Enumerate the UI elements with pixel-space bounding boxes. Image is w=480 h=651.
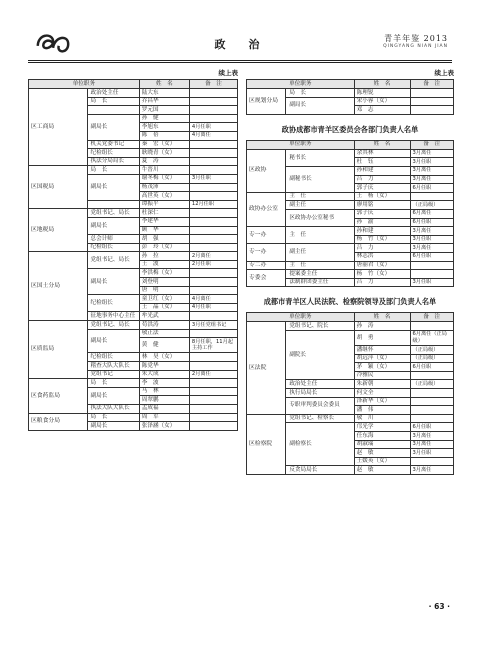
continuation-label: 续上表 (218, 69, 238, 77)
page-header (28, 30, 452, 58)
note-cell (189, 362, 237, 371)
note-cell: 4月任职 (189, 123, 237, 132)
position-cell: 执法分局局长 (87, 157, 139, 166)
unit-cell: 区法院 (247, 322, 286, 415)
table-row (247, 89, 454, 98)
unit-cell: 区食药监局 (29, 379, 88, 413)
note-cell: 3月任职 (410, 278, 454, 287)
name-cell: 陈党华 (139, 362, 189, 371)
name-cell: 廖用铭 (354, 201, 410, 210)
name-cell: 高世英（女） (139, 192, 189, 201)
note-cell (189, 379, 237, 388)
note-cell (189, 183, 237, 192)
name-cell: 陈 蓓 (139, 131, 189, 140)
note-cell: 3月离任 (410, 149, 454, 158)
yearbook-pinyin: QINGYANG NIAN JIAN (383, 44, 448, 49)
unit-cell: 区检察院 (247, 414, 286, 474)
name-cell: 李旭东 (139, 123, 189, 132)
unit-cell: 专一办 (247, 244, 286, 261)
note-cell: 2月离任 (189, 370, 237, 379)
position-cell: 副局长 (87, 217, 139, 234)
unit-cell: 专一办 (247, 227, 286, 244)
note-cell (189, 353, 237, 362)
name-cell: 谢冬梅（女） (139, 174, 189, 183)
position-cell: 副局长 (286, 97, 354, 114)
position-cell: 纪检组长 (87, 353, 139, 362)
note-cell (189, 157, 237, 166)
note-cell (189, 106, 237, 115)
header-rule-thin (28, 62, 452, 63)
name-cell: 李建华 (139, 217, 189, 226)
table-row (29, 252, 238, 261)
position-cell: 主 任 (286, 227, 354, 244)
name-cell: 邓 志 (354, 106, 410, 115)
cppcc-roster-table (246, 140, 454, 288)
table-row (29, 209, 238, 218)
name-cell: 马 林 (139, 387, 189, 396)
table-row (29, 413, 238, 422)
name-cell: 陆大东 (139, 89, 189, 98)
position-cell: 政治处主任 (87, 89, 139, 98)
position-cell: 副院长 (286, 330, 354, 380)
note-cell (410, 397, 454, 406)
name-cell: 潘继怀 (354, 346, 410, 355)
position-cell: 纪检组长 (87, 243, 139, 252)
name-cell: 郭子庆 (354, 184, 410, 193)
position-cell: 党组书记、局长 (87, 321, 139, 330)
position-cell: 机关党委书记 (87, 140, 139, 149)
note-cell: 3月离任 (410, 466, 454, 475)
continuation-label: 续上表 (434, 69, 454, 77)
position-cell: 副局长 (87, 422, 139, 431)
unit-cell: 区地税局 (29, 209, 88, 252)
position-cell: 党组书记、局长 (87, 252, 139, 269)
section-title: 政 治 (214, 38, 266, 51)
name-cell: 林 昊（女） (139, 353, 189, 362)
position-cell: 党组书记、局长 (87, 209, 139, 218)
header-unit: 单位职务 (247, 140, 355, 149)
note-cell (189, 235, 237, 244)
name-cell: 苟洪涛 (139, 321, 189, 330)
name-cell: 吕 力 (354, 278, 410, 287)
header-unit: 单位职务 (29, 80, 140, 89)
unit-cell: 区工商局 (29, 89, 88, 166)
name-cell: 陈理锐 (354, 89, 410, 98)
note-cell (189, 192, 237, 201)
note-cell (410, 106, 454, 115)
note-cell (189, 413, 237, 422)
position-cell: 局 长 (87, 97, 139, 106)
table-row (29, 166, 238, 175)
right-continued-table (246, 79, 454, 115)
note-cell: 6月任职 (410, 363, 454, 372)
position-cell: 法制群团委主任 (286, 278, 354, 287)
note-cell: （正局级） (410, 354, 454, 363)
name-cell: 孙 健 (139, 114, 189, 123)
position-cell: 副主任 (286, 244, 354, 261)
note-cell: 3月离任 (410, 432, 454, 441)
note-cell: 3月任职 (410, 158, 454, 167)
note-cell: 4月任职 (189, 303, 237, 312)
header-name: 姓 名 (354, 313, 410, 322)
name-cell: 杜深仁 (139, 209, 189, 218)
name-cell: 谭振平 (139, 200, 189, 209)
header-note: 备 注 (410, 80, 454, 89)
header-note: 备 注 (189, 80, 237, 89)
note-cell: 12月任职 (189, 200, 237, 209)
name-cell: 孙和建 (354, 227, 410, 236)
table-row (247, 192, 454, 201)
unit-cell: 专二办 (247, 261, 286, 270)
position-cell: 政治处主任 (286, 380, 354, 389)
note-cell: 3月离任 (410, 175, 454, 184)
name-cell: 李 波 (139, 379, 189, 388)
position-cell: 主 任 (286, 261, 354, 270)
note-cell (410, 97, 454, 106)
court-roster-table (246, 312, 454, 475)
note-cell: （正局级） (410, 201, 454, 210)
unit-cell: 区国土分局 (29, 252, 88, 321)
position-cell: 专职审判委员会委员 (286, 397, 354, 414)
header-rule (28, 60, 452, 61)
name-cell: 朱大成 (139, 370, 189, 379)
left-roster-table (28, 79, 238, 431)
note-cell (410, 406, 454, 415)
note-cell: 4月离任 (189, 131, 237, 140)
header-name: 姓 名 (139, 80, 189, 89)
note-cell: 3月任职 (189, 174, 237, 183)
name-cell: 杨茂沛 (139, 183, 189, 192)
note-cell (189, 97, 237, 106)
name-cell: 牟光武 (139, 312, 189, 321)
name-cell: 张泽涵（女） (139, 422, 189, 431)
name-cell: 罗元国 (139, 106, 189, 115)
position-cell: 党组书记、检察长 (286, 414, 354, 423)
name-cell: 彭 玲（女） (139, 243, 189, 252)
position-cell: 副主任 (286, 201, 354, 210)
unit-cell: 区国税局 (29, 166, 88, 209)
position-cell: 主 任 (286, 192, 354, 201)
name-cell: 胡淑瑞 (354, 440, 410, 449)
note-cell: 6月任职 (410, 423, 454, 432)
position-cell: 纪检组长 (87, 295, 139, 312)
name-cell: 顾 华 (139, 226, 189, 235)
name-cell: 茅 颖（女） (354, 363, 410, 372)
table-row (29, 379, 238, 388)
note-cell (410, 270, 454, 279)
note-cell (189, 269, 237, 278)
position-cell (87, 200, 139, 209)
note-cell: 6月任职 (410, 184, 454, 193)
note-cell (410, 192, 454, 201)
position-cell: 副检察长 (286, 423, 354, 466)
name-cell: 郭子庆 (354, 209, 410, 218)
name-cell: 王 杨（女） (354, 192, 410, 201)
name-cell: 余其林 (354, 149, 410, 158)
name-cell: 黄 健 (139, 338, 189, 353)
name-cell: 孙 涛 (354, 322, 410, 331)
unit-cell: 政协办公室 (247, 192, 286, 226)
note-cell: 2月任职 (189, 260, 237, 269)
name-cell: 泽新华（女） (354, 397, 410, 406)
name-cell: 邝光学 (354, 423, 410, 432)
yearbook-name: 青羊年鉴 2013 (384, 34, 448, 43)
note-cell: 3月任党组书记 (189, 321, 237, 330)
header-name: 姓 名 (354, 80, 410, 89)
name-cell: 吕 力 (354, 244, 410, 253)
position-cell: 党组书记、院长 (286, 322, 354, 331)
table-row (29, 89, 238, 98)
header-note: 备 注 (410, 140, 454, 149)
name-cell: 牛晋川 (139, 166, 189, 175)
position-cell: 提案委主任 (286, 270, 354, 279)
note-cell (189, 243, 237, 252)
note-cell (410, 389, 454, 398)
position-cell: 副局长 (87, 114, 139, 140)
note-cell (410, 322, 454, 331)
name-cell: 杨 竹（女） (354, 235, 410, 244)
note-cell (189, 396, 237, 405)
note-cell: 3月离任 (410, 166, 454, 175)
table-row (29, 321, 238, 330)
name-cell: 秦 宏（女） (139, 140, 189, 149)
position-cell: 稽查大队大队长 (87, 362, 139, 371)
note-cell (189, 89, 237, 98)
table-row (247, 244, 454, 253)
note-cell (189, 140, 237, 149)
position-cell: 总会计师 (87, 235, 139, 244)
name-cell: 胡 勇 (354, 330, 410, 345)
note-cell: 2月离任 (189, 252, 237, 261)
position-cell: 局 长 (87, 413, 139, 422)
name-cell: 潘 伟 (354, 406, 410, 415)
yearbook-brand (383, 33, 448, 49)
position-cell: 局 长 (286, 89, 354, 98)
position-cell: 局 长 (87, 166, 139, 175)
name-cell: 唐 明 (139, 286, 189, 295)
note-cell (189, 209, 237, 218)
table-header-row (29, 80, 238, 89)
header-unit: 单位职务 (247, 313, 355, 322)
name-cell: 乔昌华 (139, 97, 189, 106)
note-cell: 8月任职，11月起主持工作 (189, 338, 237, 353)
note-cell (410, 89, 454, 98)
note-cell (189, 217, 237, 226)
table-header-row (247, 313, 454, 322)
position-cell: 执行局局长 (286, 389, 354, 398)
note-cell (189, 329, 237, 338)
name-cell: 胡远萍（女） (354, 354, 410, 363)
note-cell (189, 114, 237, 123)
table-header-row (247, 80, 454, 89)
unit-cell: 专委会 (247, 270, 286, 287)
name-cell: 王 波 (139, 260, 189, 269)
name-cell: 孟成福 (139, 404, 189, 413)
unit-cell: 区政协 (247, 149, 286, 192)
position-cell: 党组书记 (87, 370, 139, 379)
name-cell: 唐丽君（女） (354, 261, 410, 270)
position-cell: 副局长 (87, 387, 139, 404)
note-cell (410, 371, 454, 380)
position-cell: 执法大队大队长 (87, 404, 139, 413)
unit-cell: 区质监局 (29, 321, 88, 379)
name-cell: 朱新朝 (354, 380, 410, 389)
table-header-row (247, 140, 454, 149)
note-cell (189, 312, 237, 321)
name-cell: 刘登明 (139, 278, 189, 287)
position-cell: 纪检组长 (87, 149, 139, 158)
note-cell: 6月任职 (410, 252, 454, 261)
name-cell: 周 军 (139, 413, 189, 422)
name-cell: 何文全 (354, 389, 410, 398)
name-cell: 童卫红（女） (139, 295, 189, 304)
name-cell: 杨 竹（女） (354, 270, 410, 279)
note-cell (410, 261, 454, 270)
note-cell: 3月任职 (410, 449, 454, 458)
note-cell: （正局级） (410, 380, 454, 389)
name-cell: 吕 力 (354, 175, 410, 184)
note-cell: 3月离任 (410, 227, 454, 236)
name-cell: 王 晶（女） (139, 303, 189, 312)
court-section-title: 成都市青羊区人民法院、检察院领导及部门负责人名单 (263, 297, 437, 307)
page-number: · 63 · (428, 602, 450, 611)
position-cell (87, 106, 139, 115)
position-cell: 反贪局局长 (286, 466, 354, 475)
note-cell: 3月任职 (410, 235, 454, 244)
table-row (247, 270, 454, 279)
cppcc-section-title: 政协成都市青羊区委员会各部门负责人名单 (281, 124, 419, 134)
note-cell: 3月离任 (410, 244, 454, 253)
position-cell: 区政协办公室秘书 (286, 209, 354, 226)
position-cell: 副局长 (87, 329, 139, 353)
right-column (246, 68, 454, 475)
table-row (247, 261, 454, 270)
note-cell: 3月离任 (410, 440, 454, 449)
position-cell: 副秘书长 (286, 166, 354, 192)
unit-cell: 区粮食分局 (29, 413, 88, 430)
name-cell: 冷雅民 (354, 371, 410, 380)
name-cell: 孙和建 (354, 166, 410, 175)
name-cell: 李洪梅（女） (139, 269, 189, 278)
name-cell: 夏 涛 (139, 157, 189, 166)
note-cell (189, 149, 237, 158)
note-cell (189, 166, 237, 175)
unit-cell: 区规划分局 (247, 89, 286, 115)
header-unit: 单位职务 (247, 80, 355, 89)
table-row (247, 149, 454, 158)
note-cell (189, 404, 237, 413)
header-note: 备 注 (410, 313, 454, 322)
note-cell (410, 414, 454, 423)
position-cell: 征地事务中心主任 (87, 312, 139, 321)
name-cell: 耿晓青（女） (139, 149, 189, 158)
note-cell (189, 278, 237, 287)
note-cell (189, 422, 237, 431)
name-cell: 杜 钰 (354, 158, 410, 167)
name-cell: 胡 强 (139, 235, 189, 244)
note-cell: 6月离任（正局级） (410, 330, 454, 345)
name-cell: 赵 敏 (354, 449, 410, 458)
note-cell (189, 387, 237, 396)
note-cell (410, 457, 454, 466)
table-row (247, 414, 454, 423)
name-cell: 王媛英（女） (354, 457, 410, 466)
name-cell: 敬 川 (354, 414, 410, 423)
header-name: 姓 名 (354, 140, 410, 149)
note-cell (189, 226, 237, 235)
name-cell: 任东海 (354, 432, 410, 441)
name-cell: 孙 渝 (354, 218, 410, 227)
table-row (247, 227, 454, 236)
note-cell: （正局级） (410, 346, 454, 355)
note-cell: 6月离任 (410, 209, 454, 218)
position-cell: 副局长 (87, 269, 139, 295)
name-cell: 周翠鹏 (139, 396, 189, 405)
name-cell: 林志洪 (354, 252, 410, 261)
note-cell: 4月离任 (189, 295, 237, 304)
position-cell: 秘书长 (286, 149, 354, 166)
name-cell: 赵 敏 (354, 466, 410, 475)
name-cell: 敬正法 (139, 329, 189, 338)
position-cell: 局 长 (87, 379, 139, 388)
name-cell: 宋小蓉（女） (354, 97, 410, 106)
left-column (28, 68, 238, 431)
table-row (247, 322, 454, 331)
note-cell (189, 286, 237, 295)
note-cell: 6月任职 (410, 218, 454, 227)
position-cell: 副局长 (87, 174, 139, 200)
name-cell: 孙 拉 (139, 252, 189, 261)
